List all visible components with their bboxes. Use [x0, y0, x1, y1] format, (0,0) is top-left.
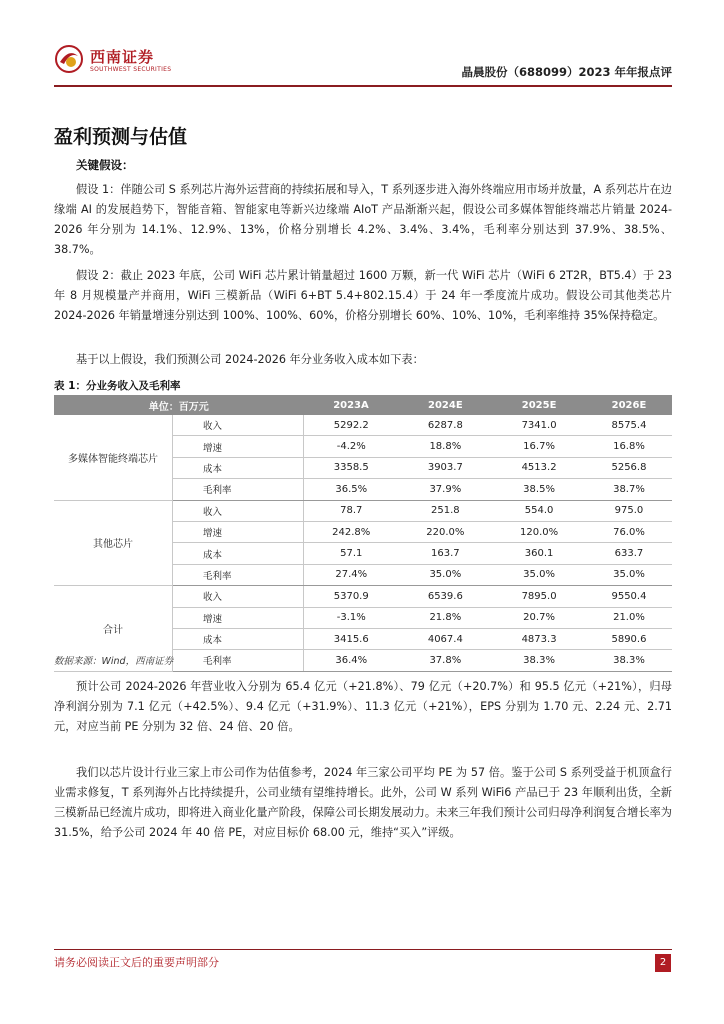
- metric-label: 毛利率: [173, 564, 304, 585]
- table-cell: 21.8%: [398, 607, 492, 628]
- metric-label: 成本: [173, 457, 304, 478]
- table-cell: 7341.0: [492, 415, 586, 436]
- metric-label: 增速: [173, 521, 304, 542]
- table-cell: 5370.9: [304, 586, 399, 607]
- table-cell: 120.0%: [492, 521, 586, 542]
- footer-divider: [54, 949, 672, 950]
- group-label: 其他芯片: [54, 500, 173, 586]
- assumption-1-paragraph: [54, 180, 672, 260]
- metric-label: 毛利率: [173, 650, 304, 671]
- table-cell: 4873.3: [492, 628, 586, 649]
- table-cell: 242.8%: [304, 521, 399, 542]
- unit-header: 单位：百万元: [54, 395, 304, 415]
- metric-label: 成本: [173, 543, 304, 564]
- metric-label: 增速: [173, 436, 304, 457]
- table-cell: 554.0: [492, 500, 586, 521]
- table-cell: 16.8%: [586, 436, 672, 457]
- table-cell: 251.8: [398, 500, 492, 521]
- table-cell: 8575.4: [586, 415, 672, 436]
- table-cell: 38.7%: [586, 479, 672, 500]
- table-cell: 9550.4: [586, 586, 672, 607]
- table-cell: 21.0%: [586, 607, 672, 628]
- revenue-margin-table: [54, 395, 672, 672]
- table-cell: 35.0%: [398, 564, 492, 585]
- table-cell: 7895.0: [492, 586, 586, 607]
- table-cell: 18.8%: [398, 436, 492, 457]
- valuation-paragraph: [54, 763, 672, 843]
- metric-label: 增速: [173, 607, 304, 628]
- metric-label: 毛利率: [173, 479, 304, 500]
- section-title: 盈利预测与估值: [54, 126, 188, 148]
- forecast-text: 预计公司 2024-2026 年营业收入分别为 65.4 亿元（+21.8%）、79 亿元（+20.7%）和 95.5 亿元（+21%），归母净利润分别为 7.1 亿元（+42.5%）、9.4 亿元（+31.9%）、11.3 亿元（+21%），EPS 分别为 1.70 元、2.24 元、2.71 元，对应当前 PE 分别为 32 倍、24 倍、20 倍。: [54, 680, 672, 733]
- table-cell: 16.7%: [492, 436, 586, 457]
- report-title: 晶晨股份（688099）2023 年年报点评: [461, 65, 672, 79]
- table-cell: 76.0%: [586, 521, 672, 542]
- table-cell: 35.0%: [492, 564, 586, 585]
- logo-text: 西南证券: [90, 48, 155, 66]
- metric-label: 收入: [173, 500, 304, 521]
- table-cell: 4067.4: [398, 628, 492, 649]
- table-cell: 163.7: [398, 543, 492, 564]
- table-cell: 6287.8: [398, 415, 492, 436]
- year-header: 2026E: [586, 395, 672, 415]
- table-source: 数据来源：Wind，西南证券: [54, 656, 174, 667]
- table-cell: 38.5%: [492, 479, 586, 500]
- table-cell: 975.0: [586, 500, 672, 521]
- assumption-2-paragraph: [54, 266, 672, 326]
- table-cell: 38.3%: [492, 650, 586, 671]
- metric-label: 收入: [173, 415, 304, 436]
- group-label: 合计: [54, 586, 173, 672]
- table-intro-text: 基于以上假设，我们预测公司 2024-2026 年分业务收入成本如下表：: [76, 353, 424, 366]
- assumption-1-text: 假设 1：伴随公司 S 系列芯片海外运营商的持续拓展和导入，T 系列逐步进入海外终端应用市场并放量，A 系列芯片在边缘端 AI 的发展趋势下，智能音箱、智能家电等新兴边缘端 AIoT 产品渐渐兴起，假设公司多媒体智能终端芯片销量 2024-2026 年分别为 14.1%、12.9%、13%，价格分别增长 4.2%、3.4%、3.4%，毛利率分别达到 37.9%、38.5%、38.7%。: [54, 183, 672, 256]
- year-header: 2024E: [398, 395, 492, 415]
- table-cell: 5256.8: [586, 457, 672, 478]
- company-logo: [54, 42, 172, 76]
- table-cell: 27.4%: [304, 564, 399, 585]
- logo-subtext: SOUTHWEST SECURITIES: [90, 66, 172, 73]
- table-cell: 3903.7: [398, 457, 492, 478]
- table-cell: 3358.5: [304, 457, 399, 478]
- table-cell: 37.9%: [398, 479, 492, 500]
- logo-emblem-icon: [54, 44, 84, 74]
- footer-disclaimer: 请务必阅读正文后的重要声明部分: [54, 956, 219, 969]
- page-header: [54, 42, 672, 82]
- table-caption: 表 1：分业务收入及毛利率: [54, 380, 181, 392]
- metric-label: 成本: [173, 628, 304, 649]
- table-cell: 20.7%: [492, 607, 586, 628]
- table-cell: 36.5%: [304, 479, 399, 500]
- table-cell: 5292.2: [304, 415, 399, 436]
- table-cell: 6539.6: [398, 586, 492, 607]
- table-cell: 57.1: [304, 543, 399, 564]
- year-header: 2023A: [304, 395, 399, 415]
- table-cell: -3.1%: [304, 607, 399, 628]
- key-assumptions-title: 关键假设：: [76, 158, 134, 172]
- table-cell: 5890.6: [586, 628, 672, 649]
- table-cell: 220.0%: [398, 521, 492, 542]
- table-header-row: [54, 395, 672, 415]
- assumption-2-text: 假设 2：截止 2023 年底，公司 WiFi 芯片累计销量超过 1600 万颗，新一代 WiFi 芯片（WiFi 6 2T2R，BT5.4）于 23 年 8 月规模量产并商用，WiFi 三模新品（WiFi 6+BT 5.4+802.15.4）于 24 年一季度流片成功。假设公司其他类芯片 2024-2026 年销量增速分别达到 100%、100%、60%，价格分别增长 60%、10%、10%，毛利率维持 35%保持稳定。: [54, 269, 672, 322]
- table-cell: 38.3%: [586, 650, 672, 671]
- page-number: 2: [655, 954, 671, 972]
- table-cell: 4513.2: [492, 457, 586, 478]
- table-cell: 633.7: [586, 543, 672, 564]
- header-divider: [54, 85, 672, 87]
- forecast-paragraph: [54, 677, 672, 737]
- year-header: 2025E: [492, 395, 586, 415]
- table-cell: 37.8%: [398, 650, 492, 671]
- valuation-text: 我们以芯片设计行业三家上市公司作为估值参考，2024 年三家公司平均 PE 为 57 倍。鉴于公司 S 系列受益于机顶盒行业需求修复，T 系列海外占比持续提升，公司业绩有望维持增长。此外，公司 W 系列 WiFi6 产品已于 23 年顺利出货，全新三模新品已经流片成功，即将进入商业化量产阶段，保障公司长期发展动力。未来三年我们预计公司归母净利润复合增长率为 31.5%，给予公司 2024 年 40 倍 PE，对应目标价 68.00 元，维持“买入”评级。: [54, 766, 672, 839]
- table-cell: 360.1: [492, 543, 586, 564]
- table-cell: -4.2%: [304, 436, 399, 457]
- table-cell: 36.4%: [304, 650, 399, 671]
- group-label: 多媒体智能终端芯片: [54, 415, 173, 500]
- table-cell: 78.7: [304, 500, 399, 521]
- metric-label: 收入: [173, 586, 304, 607]
- table-cell: 35.0%: [586, 564, 672, 585]
- table-cell: 3415.6: [304, 628, 399, 649]
- table-row: [54, 500, 672, 521]
- table-row: [54, 586, 672, 607]
- table-intro-paragraph: [54, 350, 672, 370]
- table-row: [54, 415, 672, 436]
